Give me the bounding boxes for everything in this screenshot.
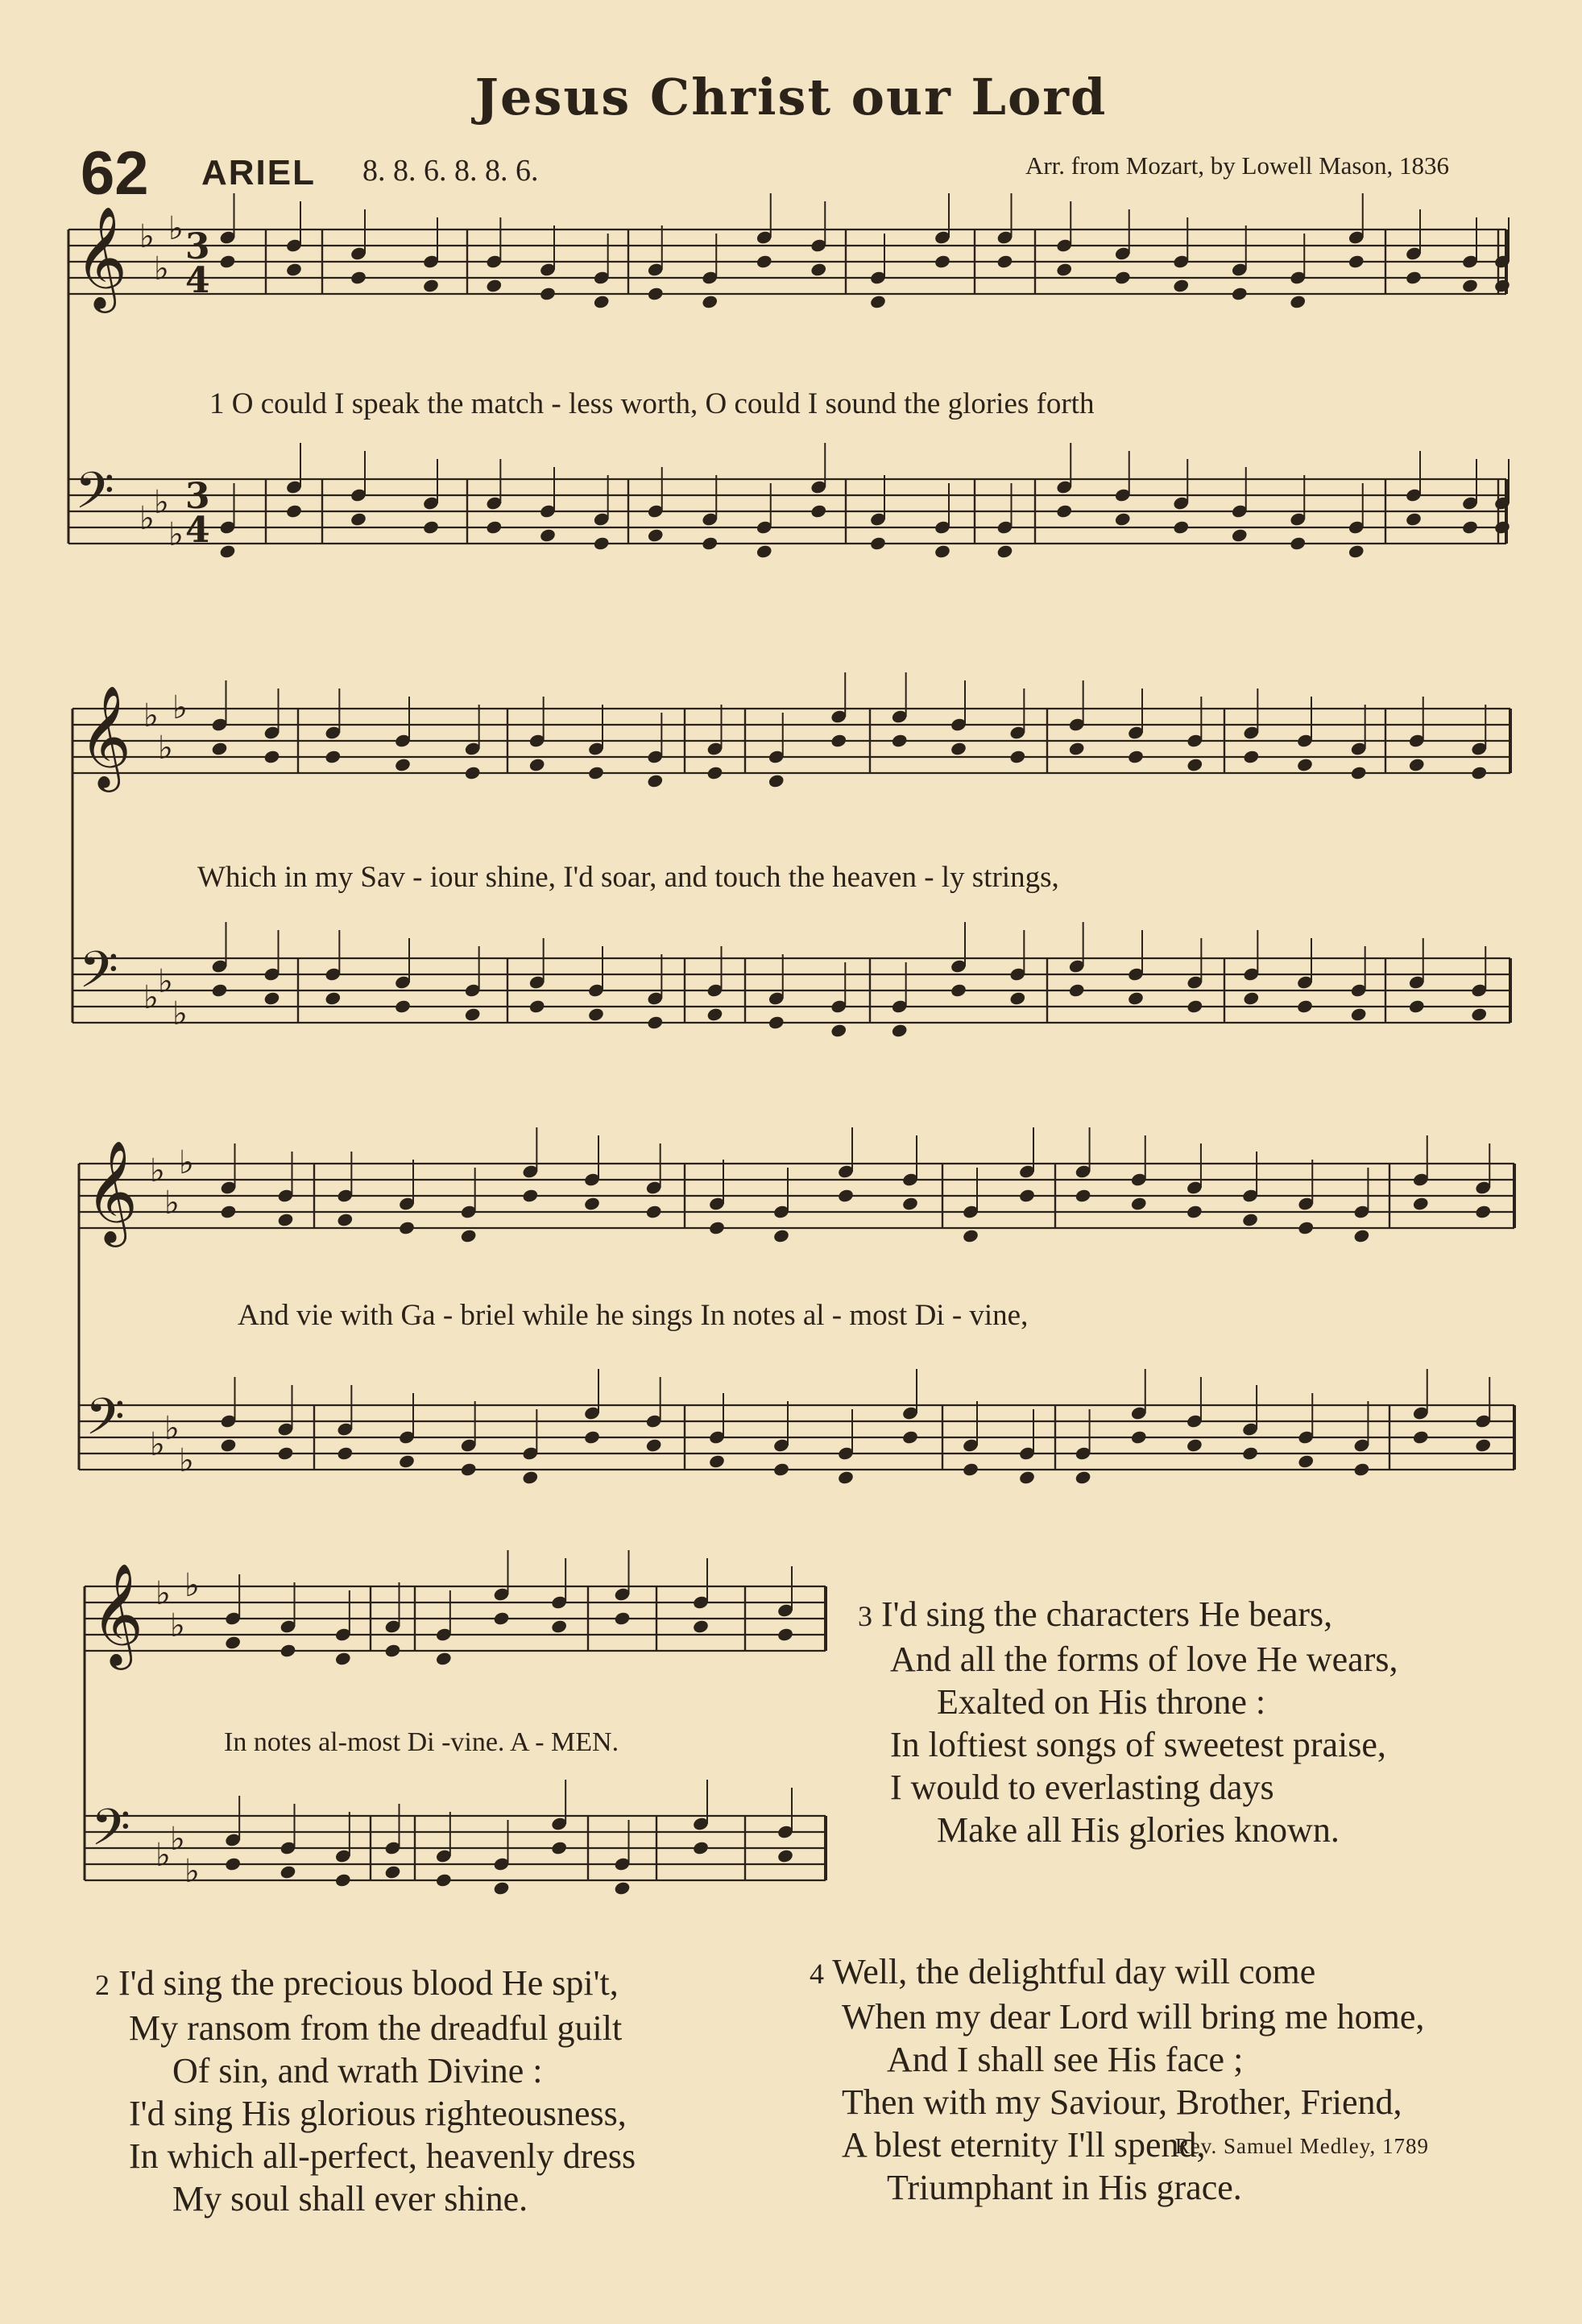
flat-sign: ♭	[143, 697, 159, 734]
note-head	[384, 1643, 402, 1658]
meter: 8. 8. 6. 8. 8. 6.	[362, 154, 539, 188]
flat-sign: ♭	[184, 1853, 200, 1890]
note-head	[336, 1212, 354, 1227]
note-head	[830, 733, 847, 748]
note-head	[528, 999, 546, 1014]
note-head	[1405, 511, 1423, 527]
flat-sign: ♭	[150, 1426, 165, 1463]
note-head	[435, 1872, 453, 1888]
note-head	[1008, 749, 1026, 764]
note-head	[1231, 286, 1249, 301]
note-head	[1296, 757, 1314, 772]
note-head	[1348, 254, 1365, 269]
note-head	[962, 1228, 979, 1243]
flat-sign: ♭	[143, 979, 159, 1016]
note-head	[1493, 278, 1511, 293]
lyric-line-4: In notes al-most Di -vine. A - MEN.	[224, 1727, 619, 1757]
note-head	[224, 1856, 242, 1871]
note-head	[539, 286, 557, 301]
note-head	[1353, 1228, 1371, 1243]
note-head	[1474, 1204, 1492, 1219]
note-head	[1353, 1462, 1371, 1477]
time-signature-bottom: 4	[185, 260, 210, 301]
note-head	[1241, 1445, 1259, 1461]
note-head	[583, 1196, 601, 1211]
note-head	[460, 1462, 478, 1477]
flat-sign: ♭	[155, 1837, 171, 1874]
note-head	[1231, 527, 1249, 543]
verse-number: 2	[95, 1969, 110, 2001]
flat-sign: ♭	[150, 1152, 165, 1189]
note-head	[587, 765, 605, 780]
note-head	[1114, 511, 1132, 527]
note-head	[692, 1840, 710, 1855]
note-head	[219, 544, 237, 559]
note-head	[1068, 741, 1086, 756]
flat-sign: ♭	[179, 1442, 194, 1479]
note-head	[869, 536, 887, 551]
bass-clef: 𝄢	[91, 1797, 130, 1869]
note-head	[334, 1651, 352, 1666]
note-head	[1186, 1204, 1203, 1219]
note-head	[810, 262, 827, 277]
note-head	[1412, 1196, 1430, 1211]
note-head	[220, 1204, 238, 1219]
note-head	[435, 1651, 453, 1666]
note-head	[1408, 999, 1426, 1014]
note-head	[263, 749, 281, 764]
note-head	[1055, 503, 1073, 519]
treble-clef: 𝄞	[75, 205, 128, 308]
note-head	[593, 294, 611, 309]
note-head	[277, 1445, 295, 1461]
note-head	[1461, 519, 1479, 535]
note-head	[768, 773, 785, 788]
note-head	[768, 1015, 785, 1030]
note-head	[464, 1007, 482, 1022]
note-head	[324, 749, 342, 764]
note-head	[350, 511, 367, 527]
flat-sign: ♭	[158, 730, 173, 767]
note-head	[350, 270, 367, 285]
note-head	[1289, 294, 1307, 309]
verse-4: 4 Well, the delightful day will come When my dear Lord will bring me home, And I shall see His face ; Then with my Saviour, Brother, Friend, A blest eternity I'll spend, Triumphant in His grace.	[810, 1952, 1425, 2207]
note-head	[901, 1429, 919, 1445]
note-head	[1461, 278, 1479, 293]
note-head	[280, 1864, 297, 1879]
verse-number: 3	[858, 1600, 872, 1632]
note-head	[701, 536, 719, 551]
note-head	[583, 1429, 601, 1445]
composer-credit: Arr. from Mozart, by Lowell Mason, 1836	[1025, 151, 1449, 180]
note-head	[334, 1872, 352, 1888]
note-head	[1075, 1188, 1092, 1203]
note-head	[485, 519, 503, 535]
note-head	[493, 1880, 511, 1896]
note-head	[285, 262, 303, 277]
note-head	[336, 1445, 354, 1461]
note-head	[777, 1848, 794, 1863]
hymn-number: 62	[81, 139, 149, 208]
note-head	[263, 990, 281, 1006]
note-head	[550, 1619, 568, 1634]
note-head	[645, 1204, 663, 1219]
note-head	[1130, 1429, 1148, 1445]
flat-sign: ♭	[170, 1821, 185, 1858]
note-head	[1068, 982, 1086, 998]
note-head	[219, 254, 237, 269]
note-head	[1018, 1470, 1036, 1485]
note-head	[1055, 262, 1073, 277]
note-head	[645, 1437, 663, 1453]
tune-name: ARIEL	[201, 153, 316, 192]
note-head	[1474, 1437, 1492, 1453]
note-head	[460, 1228, 478, 1243]
note-head	[384, 1864, 402, 1879]
lyric-line-3: And vie with Ga - briel while he sings In notes al - most Di - vine,	[238, 1299, 1029, 1332]
note-head	[869, 294, 887, 309]
note-head	[708, 1220, 726, 1235]
note-head	[706, 1007, 724, 1022]
note-head	[837, 1188, 855, 1203]
note-head	[810, 503, 827, 519]
note-head	[1493, 519, 1511, 535]
note-head	[464, 765, 482, 780]
note-head	[493, 1611, 511, 1626]
note-head	[614, 1611, 632, 1626]
note-head	[521, 1470, 539, 1485]
note-head	[901, 1196, 919, 1211]
note-head	[398, 1220, 416, 1235]
note-head	[422, 519, 440, 535]
note-head	[1241, 1212, 1259, 1227]
note-head	[1186, 757, 1203, 772]
note-head	[1130, 1196, 1148, 1211]
note-head	[1297, 1454, 1315, 1469]
note-head	[1297, 1220, 1315, 1235]
note-head	[224, 1635, 242, 1650]
note-head	[962, 1462, 979, 1477]
flat-sign: ♭	[164, 1410, 180, 1447]
note-head	[220, 1437, 238, 1453]
note-head	[539, 527, 557, 543]
note-head	[772, 1462, 790, 1477]
note-head	[1470, 765, 1488, 780]
note-head	[1242, 990, 1260, 1006]
treble-clef: 𝄞	[79, 684, 132, 788]
note-head	[1008, 990, 1026, 1006]
note-head	[485, 278, 503, 293]
flat-sign: ♭	[172, 995, 188, 1032]
note-head	[422, 278, 440, 293]
note-head	[324, 990, 342, 1006]
note-head	[528, 757, 546, 772]
note-head	[285, 503, 303, 519]
flat-sign: ♭	[184, 1567, 200, 1604]
note-head	[394, 999, 412, 1014]
note-head	[934, 544, 951, 559]
verse-2: 2 I'd sing the precious blood He spi't, My ransom from the dreadful guilt Of sin, and wrath Divine : I'd sing His glorious righteousness, In which all-perfect, heavenly dress My soul shall ever shine.	[95, 1963, 636, 2219]
note-head	[777, 1627, 794, 1642]
bass-clef: 𝄢	[79, 940, 118, 1011]
flat-sign: ♭	[179, 1144, 194, 1181]
note-head	[1186, 1437, 1203, 1453]
note-head	[1289, 536, 1307, 551]
note-head	[593, 536, 611, 551]
note-head	[647, 286, 665, 301]
note-head	[1296, 999, 1314, 1014]
time-signature-bottom: 4	[185, 510, 210, 551]
note-head	[211, 741, 229, 756]
treble-clef: 𝄞	[85, 1139, 139, 1243]
treble-clef: 𝄞	[91, 1562, 144, 1665]
note-head	[1172, 519, 1190, 535]
note-head	[996, 544, 1014, 559]
bass-clef: 𝄢	[85, 1387, 125, 1458]
note-head	[1350, 1007, 1368, 1022]
note-head	[1172, 278, 1190, 293]
verse-3: 3 I'd sing the characters He bears, And all the forms of love He wears, Exalted on His throne : In loftiest songs of sweetest praise, I would to everlasting days Make all His glories known.	[858, 1594, 1398, 1850]
flat-sign: ♭	[139, 218, 155, 255]
note-head	[830, 1023, 847, 1038]
note-head	[587, 1007, 605, 1022]
author-credit: Rev. Samuel Medley, 1789	[1174, 2134, 1429, 2158]
note-head	[701, 294, 719, 309]
flat-sign: ♭	[154, 250, 169, 287]
note-head	[1127, 990, 1145, 1006]
flat-sign: ♭	[168, 516, 184, 553]
flat-sign: ♭	[168, 210, 184, 247]
note-head	[996, 254, 1014, 269]
note-head	[708, 1454, 726, 1469]
note-head	[646, 1015, 664, 1030]
note-head	[934, 254, 951, 269]
note-head	[692, 1619, 710, 1634]
flat-sign: ♭	[154, 484, 169, 521]
note-head	[1018, 1188, 1036, 1203]
flat-sign: ♭	[158, 963, 173, 1000]
note-head	[1408, 757, 1426, 772]
page-heading: Jesus Christ our Lord	[474, 68, 1108, 126]
note-head	[772, 1228, 790, 1243]
note-head	[1127, 749, 1145, 764]
note-head	[756, 544, 773, 559]
note-head	[1405, 270, 1423, 285]
note-head	[1114, 270, 1132, 285]
flat-sign: ♭	[164, 1185, 180, 1222]
note-head	[1075, 1470, 1092, 1485]
note-head	[891, 1023, 909, 1038]
note-head	[950, 982, 967, 998]
flat-sign: ♭	[170, 1607, 185, 1644]
lyric-line-2: Which in my Sav - iour shine, I'd soar, and touch the heaven - ly strings,	[197, 861, 1059, 894]
bass-clef: 𝄢	[75, 461, 114, 532]
verse-number: 4	[810, 1958, 824, 1990]
note-head	[1350, 765, 1368, 780]
note-head	[614, 1880, 632, 1896]
note-head	[1348, 544, 1365, 559]
note-head	[550, 1840, 568, 1855]
note-head	[647, 527, 665, 543]
note-head	[756, 254, 773, 269]
note-head	[1470, 1007, 1488, 1022]
time-signature-top: 3	[185, 226, 210, 267]
note-head	[837, 1470, 855, 1485]
note-head	[1412, 1429, 1430, 1445]
note-head	[521, 1188, 539, 1203]
note-head	[398, 1454, 416, 1469]
note-head	[277, 1212, 295, 1227]
time-signature-top: 3	[185, 476, 210, 517]
note-head	[646, 773, 664, 788]
note-head	[891, 733, 909, 748]
note-head	[211, 982, 229, 998]
note-head	[1186, 999, 1203, 1014]
note-head	[706, 765, 724, 780]
flat-sign: ♭	[155, 1575, 171, 1612]
flat-sign: ♭	[139, 500, 155, 537]
note-head	[1242, 749, 1260, 764]
note-head	[280, 1643, 297, 1658]
note-head	[394, 757, 412, 772]
note-head	[950, 741, 967, 756]
flat-sign: ♭	[172, 689, 188, 726]
lyric-line-1: 1 O could I speak the match - less worth, O could I sound the glories forth	[209, 387, 1095, 420]
